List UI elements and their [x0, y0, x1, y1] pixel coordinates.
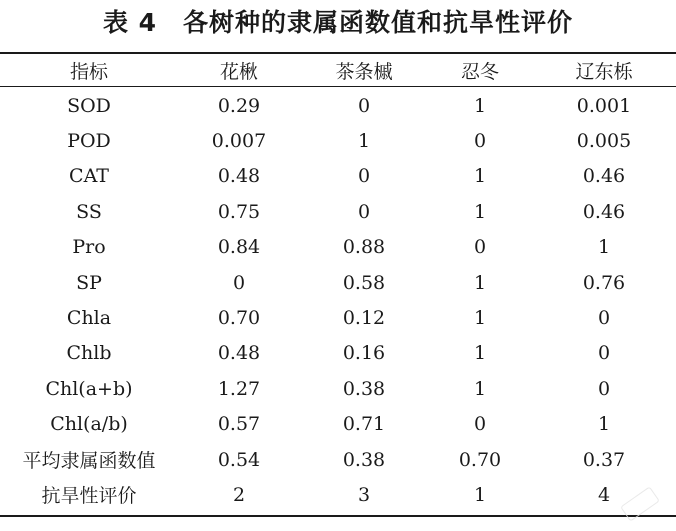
cell-value: 0.29 — [217, 94, 261, 117]
cell-value: 1.27 — [217, 377, 261, 400]
cell-value: 0 — [357, 165, 371, 188]
membership-function-table — [0, 54, 676, 513]
row-label: 平均隶属函数值 — [22, 450, 156, 473]
cell-value: 0 — [597, 377, 611, 400]
row-label: SS — [76, 200, 102, 223]
cell-value: 0.005 — [576, 130, 632, 153]
header-rendong: 忍冬 — [460, 60, 499, 83]
cell-value: 0.46 — [582, 165, 626, 188]
row-label: SP — [76, 271, 102, 294]
cell-value: 0.46 — [582, 200, 626, 223]
table-title: 表 4 各树种的隶属函数值和抗旱性评价 — [102, 8, 574, 37]
table-row-cat — [0, 159, 676, 194]
table-row-chl-a-plus-b — [0, 371, 676, 406]
table-row-chla — [0, 300, 676, 335]
cell-value: 0.70 — [458, 448, 502, 471]
cell-value: 1 — [473, 94, 487, 117]
cell-value: 1 — [473, 483, 487, 506]
row-label: POD — [67, 130, 111, 153]
header-chatiaoqi: 茶条槭 — [335, 60, 393, 83]
cell-value: 0 — [232, 271, 246, 294]
header-indicator: 指标 — [69, 60, 108, 83]
cell-value: 0.48 — [217, 165, 261, 188]
cell-value: 1 — [473, 200, 487, 223]
header-huaqiu: 花楸 — [219, 60, 258, 83]
row-label: SOD — [67, 94, 111, 117]
cell-value: 4 — [597, 483, 611, 506]
row-label: Chla — [66, 307, 112, 330]
cell-value: 0.16 — [342, 342, 386, 365]
row-label: Chlb — [66, 342, 112, 365]
table-row-sp — [0, 265, 676, 300]
cell-value: 0.58 — [342, 271, 386, 294]
cell-value: 0.38 — [342, 448, 386, 471]
cell-value: 0 — [357, 200, 371, 223]
cell-value: 0.54 — [217, 448, 261, 471]
table-row-drought-rank — [0, 477, 676, 512]
cell-value: 0.37 — [582, 448, 626, 471]
cell-value: 0.007 — [211, 130, 267, 153]
cell-value: 1 — [597, 413, 611, 436]
cell-value: 0 — [357, 94, 371, 117]
cell-value: 1 — [473, 342, 487, 365]
cell-value: 0.57 — [217, 413, 261, 436]
cell-value: 0 — [473, 413, 487, 436]
bottom-rule — [0, 515, 676, 517]
cell-value: 1 — [473, 307, 487, 330]
cell-value: 0.12 — [342, 307, 386, 330]
table-row-chl-a-over-b — [0, 407, 676, 442]
cell-value: 0.76 — [582, 271, 626, 294]
row-label: Chl(a/b) — [50, 413, 128, 436]
cell-value: 0.75 — [217, 200, 261, 223]
table-row-chlb — [0, 336, 676, 371]
row-label: Chl(a+b) — [45, 377, 133, 400]
cell-value: 1 — [597, 236, 611, 259]
cell-value: 1 — [473, 377, 487, 400]
cell-value: 1 — [473, 271, 487, 294]
cell-value: 0.48 — [217, 342, 261, 365]
table-row-ss — [0, 194, 676, 229]
cell-value: 0.38 — [342, 377, 386, 400]
row-label: 抗旱性评价 — [41, 485, 137, 508]
table-row-pod — [0, 123, 676, 158]
cell-value: 0 — [473, 130, 487, 153]
header-liaodongli: 辽东栎 — [575, 60, 633, 83]
cell-value: 2 — [232, 483, 246, 506]
cell-value: 1 — [473, 165, 487, 188]
cell-value: 0.001 — [576, 94, 632, 117]
cell-value: 3 — [357, 483, 371, 506]
cell-value: 0 — [473, 236, 487, 259]
cell-value: 0 — [597, 307, 611, 330]
table-row-mean-membership — [0, 442, 676, 477]
table-row-sod — [0, 86, 676, 123]
row-label: CAT — [69, 165, 109, 188]
cell-value: 0.71 — [342, 413, 386, 436]
cell-value: 1 — [357, 130, 371, 153]
cell-value: 0.88 — [342, 236, 386, 259]
row-label: Pro — [72, 236, 106, 259]
cell-value: 0 — [597, 342, 611, 365]
cell-value: 0.84 — [217, 236, 261, 259]
header-row — [0, 54, 676, 86]
cell-value: 0.70 — [217, 307, 261, 330]
table-row-pro — [0, 230, 676, 265]
